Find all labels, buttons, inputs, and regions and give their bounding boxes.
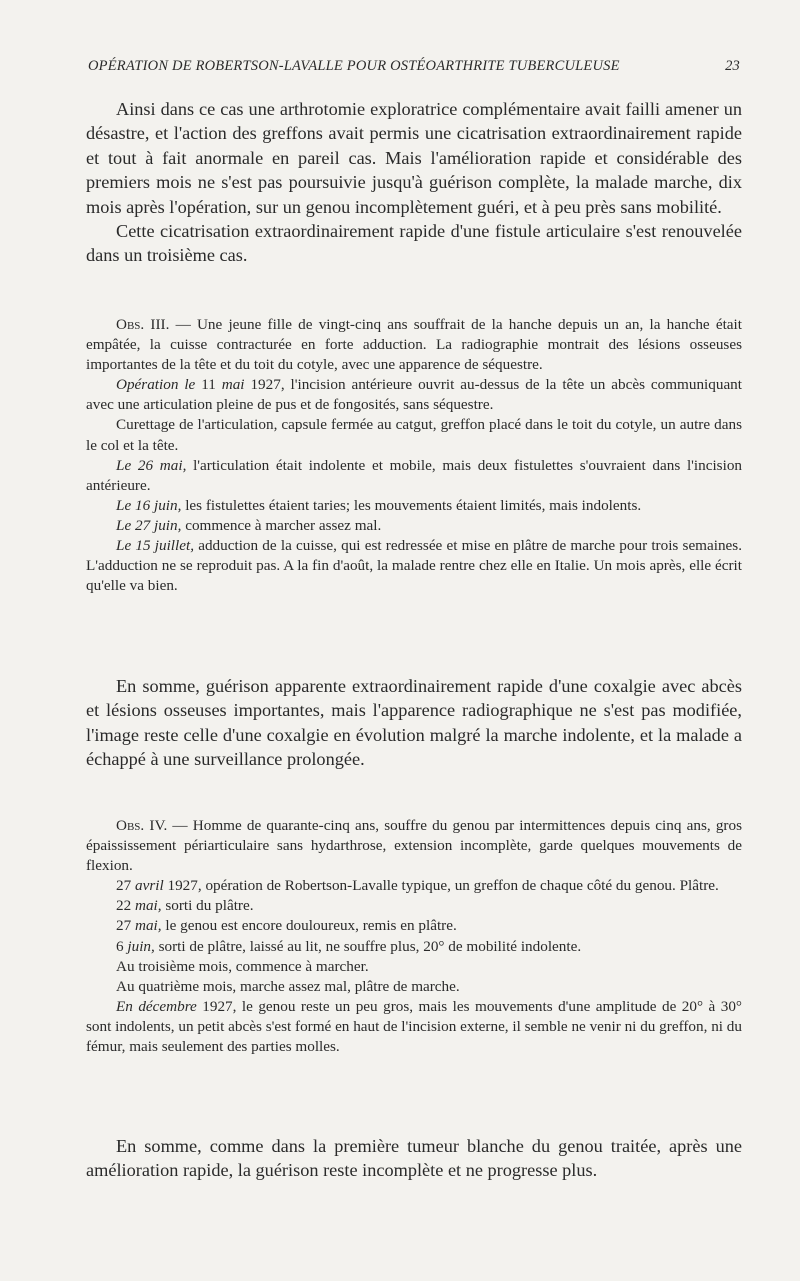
obs4-para-2: 27 avril 1927, opération de Robertson-Lavalle typique, un greffon de chaque côté du genou. Plâtre. [116, 877, 719, 895]
obs3-para-1: Obs. III. — Une jeune fille de vingt-cinq ans souffrait de la hanche depuis un an, la hanche était empâtée, la cuisse contracturée en forte adduction. La radiographie montrait des lésions osseuses importantes de la tête et du toit du cotyle, avec une apparence de séquestre. [86, 316, 742, 374]
running-header [88, 58, 740, 75]
observation-3 [86, 315, 742, 596]
obs3-para-5: Le 16 juin, les fistulettes étaient taries; les mouvements étaient limités, mais indolents. [116, 496, 642, 514]
obs3-para-4: Le 26 mai, l'articulation était indolente et mobile, mais deux fistulettes s'ouvraient dans l'incision antérieure. [86, 456, 743, 494]
summary-1-section [86, 674, 742, 772]
observation-4 [86, 816, 742, 1057]
obs3-para-3: Curettage de l'articulation, capsule fermée au catgut, greffon placé dans le toit du cotyle, un autre dans le col et la tête. [86, 416, 742, 454]
summary-2-section [86, 1134, 742, 1183]
obs3-para-7: Le 15 juillet, adduction de la cuisse, qui est redressée et mise en plâtre de marche pour trois semaines. L'adduction ne se reproduit pas. A la fin d'août, la malade rentre chez elle en Italie. Un mois après, elle écrit qu'elle va bien. [86, 537, 743, 595]
paragraph-2: Cette cicatrisation extraordinairement rapide d'une fistule articulaire s'est renouvelée dans un troisième cas. [86, 221, 742, 266]
paragraph-1: Ainsi dans ce cas une arthrotomie exploratrice complémentaire avait failli amener un désastre, et l'action des greffons avait permis une cicatrisation extraordinairement rapide et tout à fait anormale en pareil cas. Mais l'amélioration rapide et considérable des premiers mois ne s'est pas poursuivie jusqu'à guérison complète, la malade marche, dix mois après l'opération, sur un genou incomplètement guéri, et à peu près sans mobilité. [86, 99, 742, 217]
obs4-para-5: 6 juin, sorti de plâtre, laissé au lit, ne souffre plus, 20° de mobilité indolente. [116, 937, 582, 955]
obs4-para-4: 27 mai, le genou est encore douloureux, remis en plâtre. [116, 917, 457, 935]
obs4-para-8: En décembre 1927, le genou reste un peu gros, mais les mouvements d'une amplitude de 20° à 30° sont indolents, un petit abcès s'est formé en haut de l'incision externe, il semble ne venir ni du greffon, ni du fémur, mais seulement des parties molles. [86, 997, 742, 1056]
page-number: 23 [725, 58, 740, 74]
summary-paragraph-1: En somme, guérison apparente extraordinairement rapide d'une coxalgie avec abcès et lésions osseuses importantes, mais l'apparence radiographique ne s'est pas modifiée, l'image reste celle d'une coxalgie en évolution malgré la marche indolente, et la malade a échappé à une surveillance prolongée. [86, 676, 742, 770]
obs4-para-6: Au troisième mois, commence à marcher. [116, 957, 369, 975]
obs4-para-3: 22 mai, sorti du plâtre. [116, 897, 254, 915]
obs3-label: Obs. III. [116, 316, 170, 333]
running-title: OPÉRATION DE ROBERTSON-LAVALLE POUR OSTÉOARTHRITE TUBERCULEUSE [88, 58, 620, 74]
obs4-label: Obs. IV. [116, 817, 168, 834]
summary-paragraph-2: En somme, comme dans la première tumeur blanche du genou traitée, après une amélioration rapide, la guérison reste incomplète et ne progresse plus. [86, 1136, 742, 1181]
obs3-para-6: Le 27 juin, commence à marcher assez mal. [116, 516, 382, 534]
obs4-para-1: Obs. IV. — Homme de quarante-cinq ans, souffre du genou par intermittences depuis cinq ans, gros épaississement périarticulaire sans hydarthrose, extension incomplète, garde quelques mouvements de flexion. [86, 817, 742, 875]
intro-section [86, 97, 742, 268]
obs3-para-2: Opération le 11 mai 1927, l'incision antérieure ouvrit au-dessus de la tête un abcès communiquant avec une articulation pleine de pus et de fongosités, sans séquestre. [86, 376, 742, 414]
obs4-para-7: Au quatrième mois, marche assez mal, plâtre de marche. [116, 977, 460, 995]
